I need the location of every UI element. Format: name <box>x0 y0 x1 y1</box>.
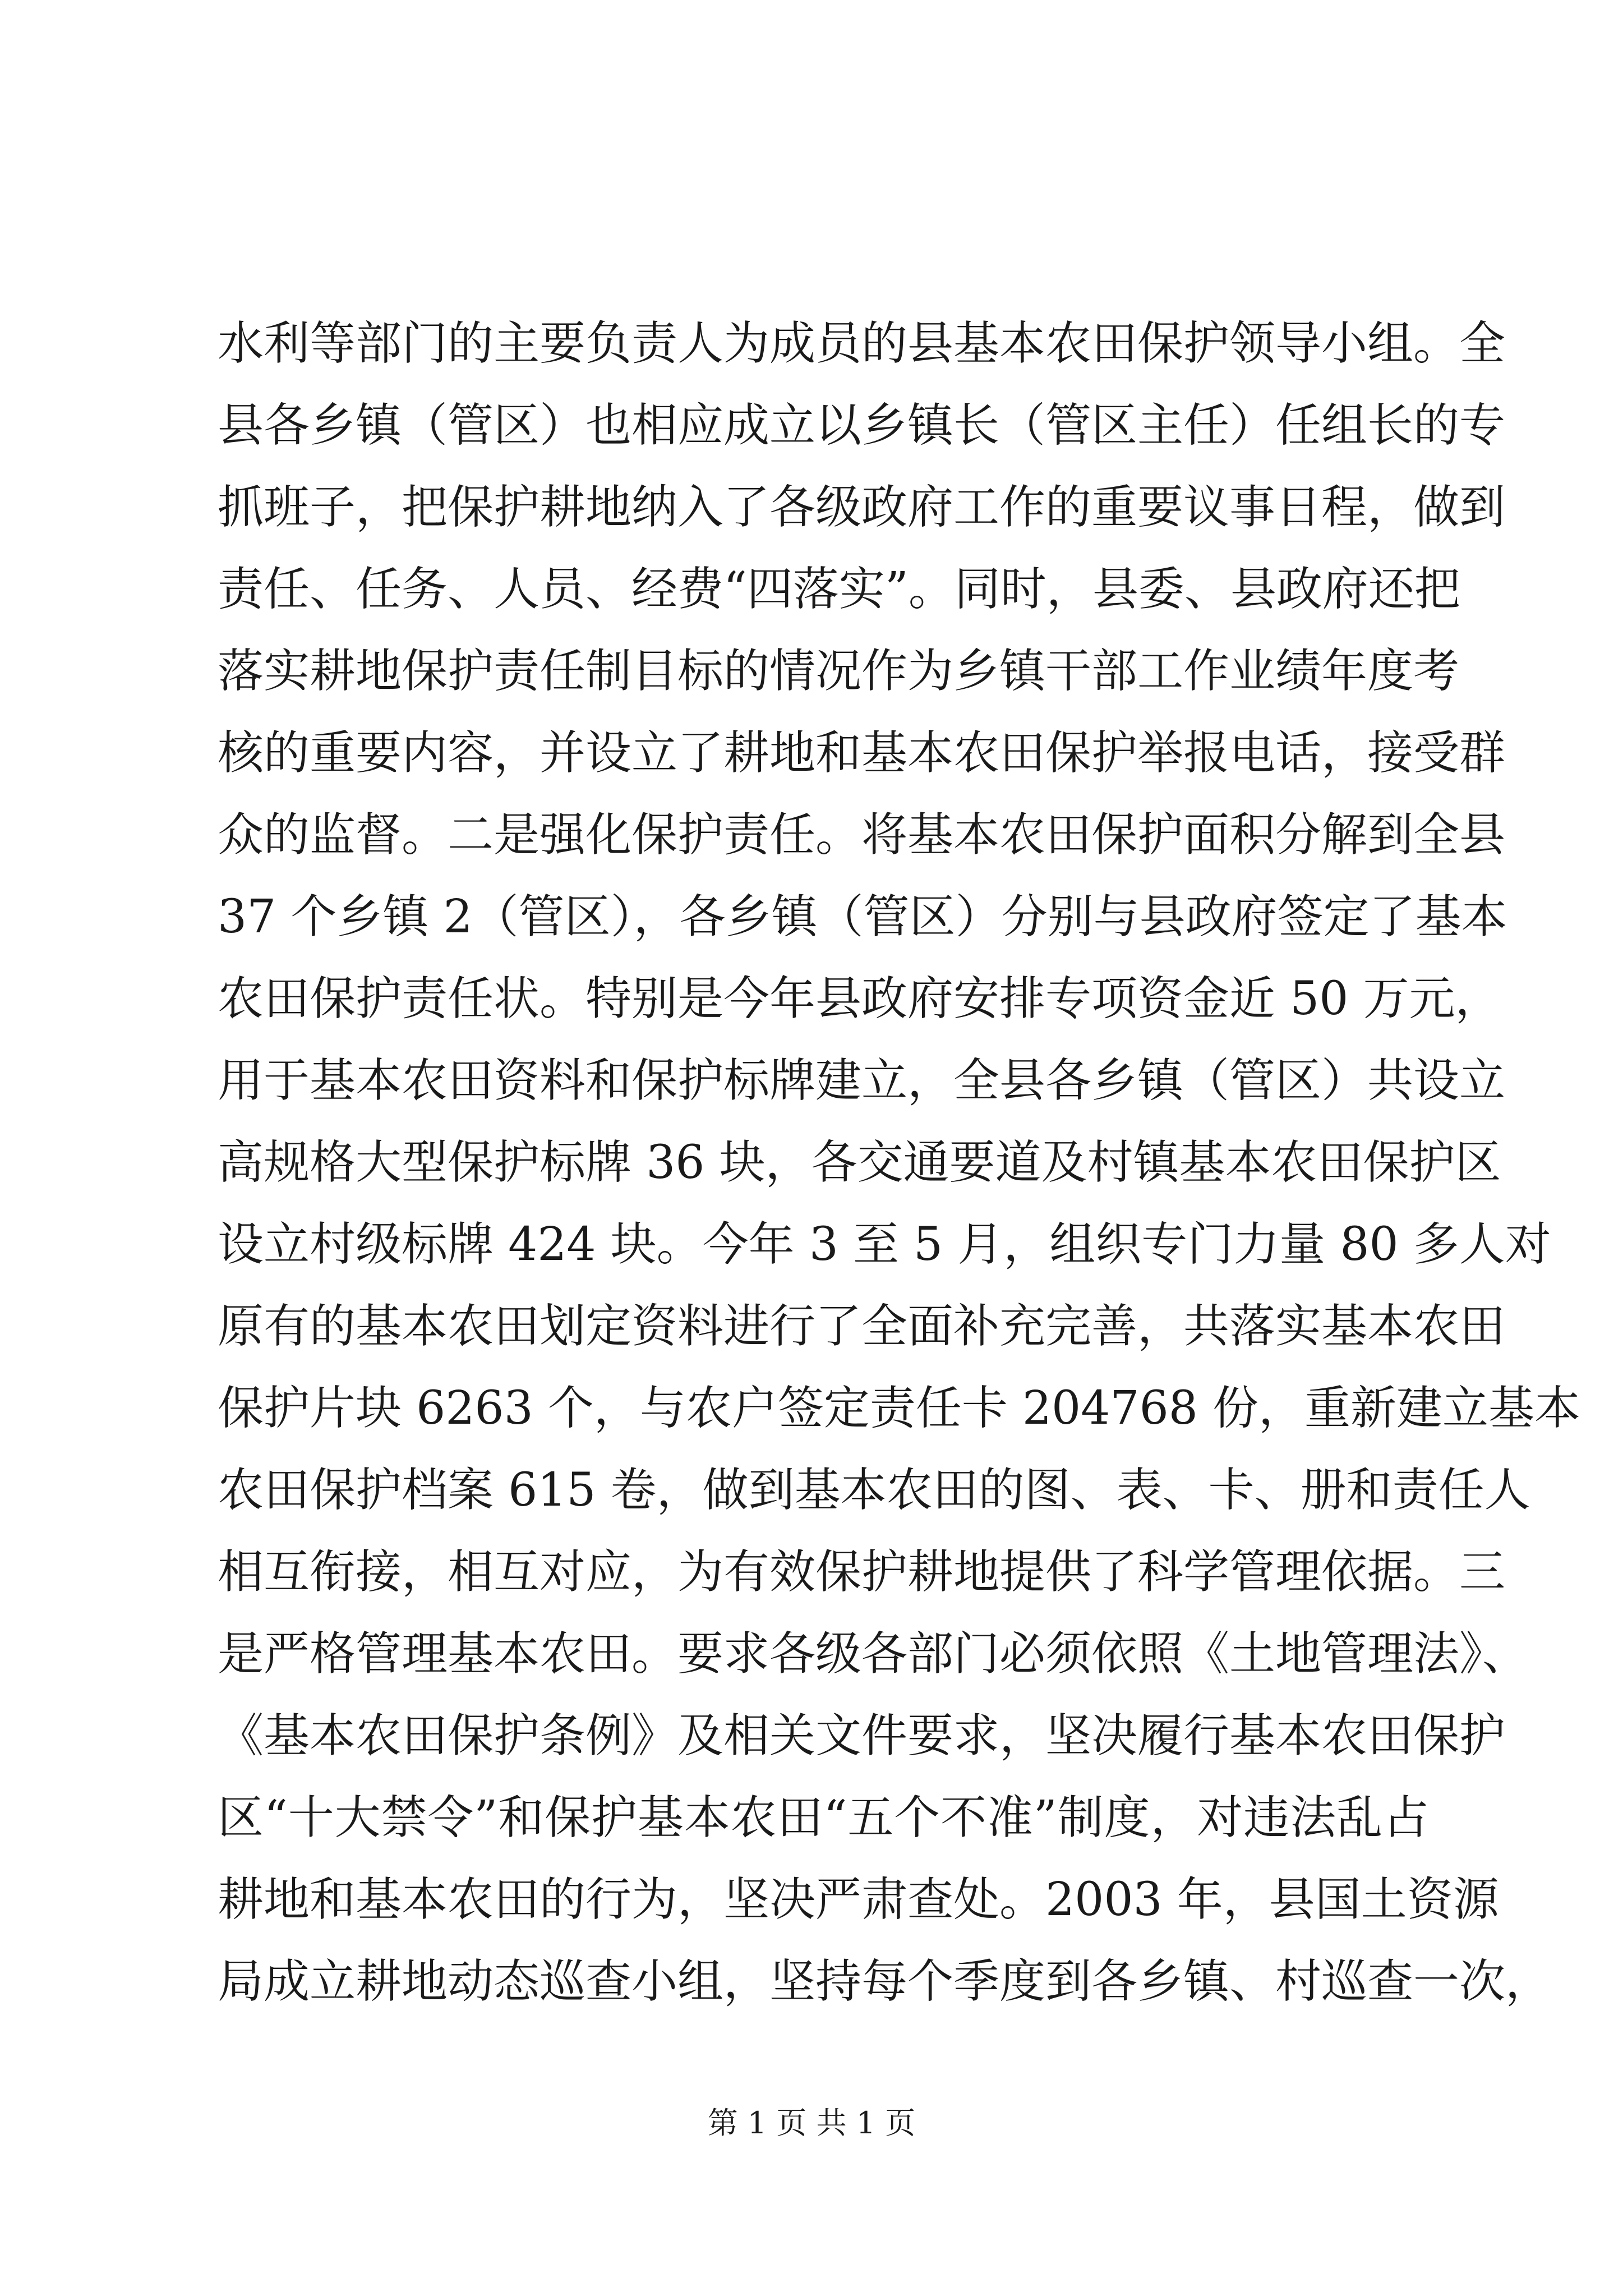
text-line: 《基本农田保护条例》及相关文件要求，坚决履行基本农田保护 <box>218 1709 1506 1763</box>
text-line: 用于基本农田资料和保护标牌建立，全县各乡镇（管区）共设立 <box>218 1054 1506 1107</box>
page-footer <box>0 2101 1623 2146</box>
text-line: 县各乡镇（管区）也相应成立以乡镇长（管区主任）任组长的专 <box>218 399 1506 452</box>
body-paragraph <box>218 303 1580 2023</box>
text-line: 核的重要内容，并设立了耕地和基本农田保护举报电话，接受群 <box>218 726 1506 780</box>
text-line: 抓班子，把保护耕地纳入了各级政府工作的重要议事日程，做到 <box>218 481 1506 534</box>
text-line: 农田保护档案 615 卷，做到基本农田的图、表、卡、册和责任人 <box>218 1464 1530 1517</box>
text-line: 原有的基本农田划定资料进行了全面补充完善，共落实基本农田 <box>218 1300 1506 1353</box>
text-line: 设立村级标牌 424 块。今年 3 至 5 月，组织专门力量 80 多人对 <box>218 1218 1551 1271</box>
text-line: 责任、任务、人员、经费“四落实”。同时，县委、县政府还把 <box>218 563 1460 616</box>
text-line: 落实耕地保护责任制目标的情况作为乡镇干部工作业绩年度考 <box>218 645 1460 698</box>
text-line: 相互衔接，相互对应，为有效保护耕地提供了科学管理依据。三 <box>218 1545 1506 1599</box>
text-line: 高规格大型保护标牌 36 块，各交通要道及村镇基本农田保护区 <box>218 1136 1501 1189</box>
text-line: 局成立耕地动态巡查小组，坚持每个季度到各乡镇、村巡查一次， <box>218 1955 1552 2008</box>
text-line: 众的监督。二是强化保护责任。将基本农田保护面积分解到全县 <box>218 808 1506 862</box>
text-line: 水利等部门的主要负责人为成员的县基本农田保护领导小组。全 <box>218 317 1506 370</box>
text-line: 耕地和基本农田的行为，坚决严肃查处。2003 年，县国土资源 <box>218 1873 1499 1926</box>
text-line: 区“十大禁令”和保护基本农田“五个不准”制度，对违法乱占 <box>218 1791 1429 1844</box>
page-number: 第 1 页 共 1 页 <box>707 2105 916 2141</box>
text-line: 农田保护责任状。特别是今年县政府安排专项资金近 50 万元， <box>218 972 1501 1025</box>
text-line: 是严格管理基本农田。要求各级各部门必须依照《土地管理法》、 <box>218 1627 1529 1681</box>
text-line: 37 个乡镇 2（管区），各乡镇（管区）分别与县政府签定了基本 <box>218 890 1507 944</box>
text-line: 保护片块 6263 个，与农户签定责任卡 204768 份，重新建立基本 <box>218 1382 1580 1435</box>
